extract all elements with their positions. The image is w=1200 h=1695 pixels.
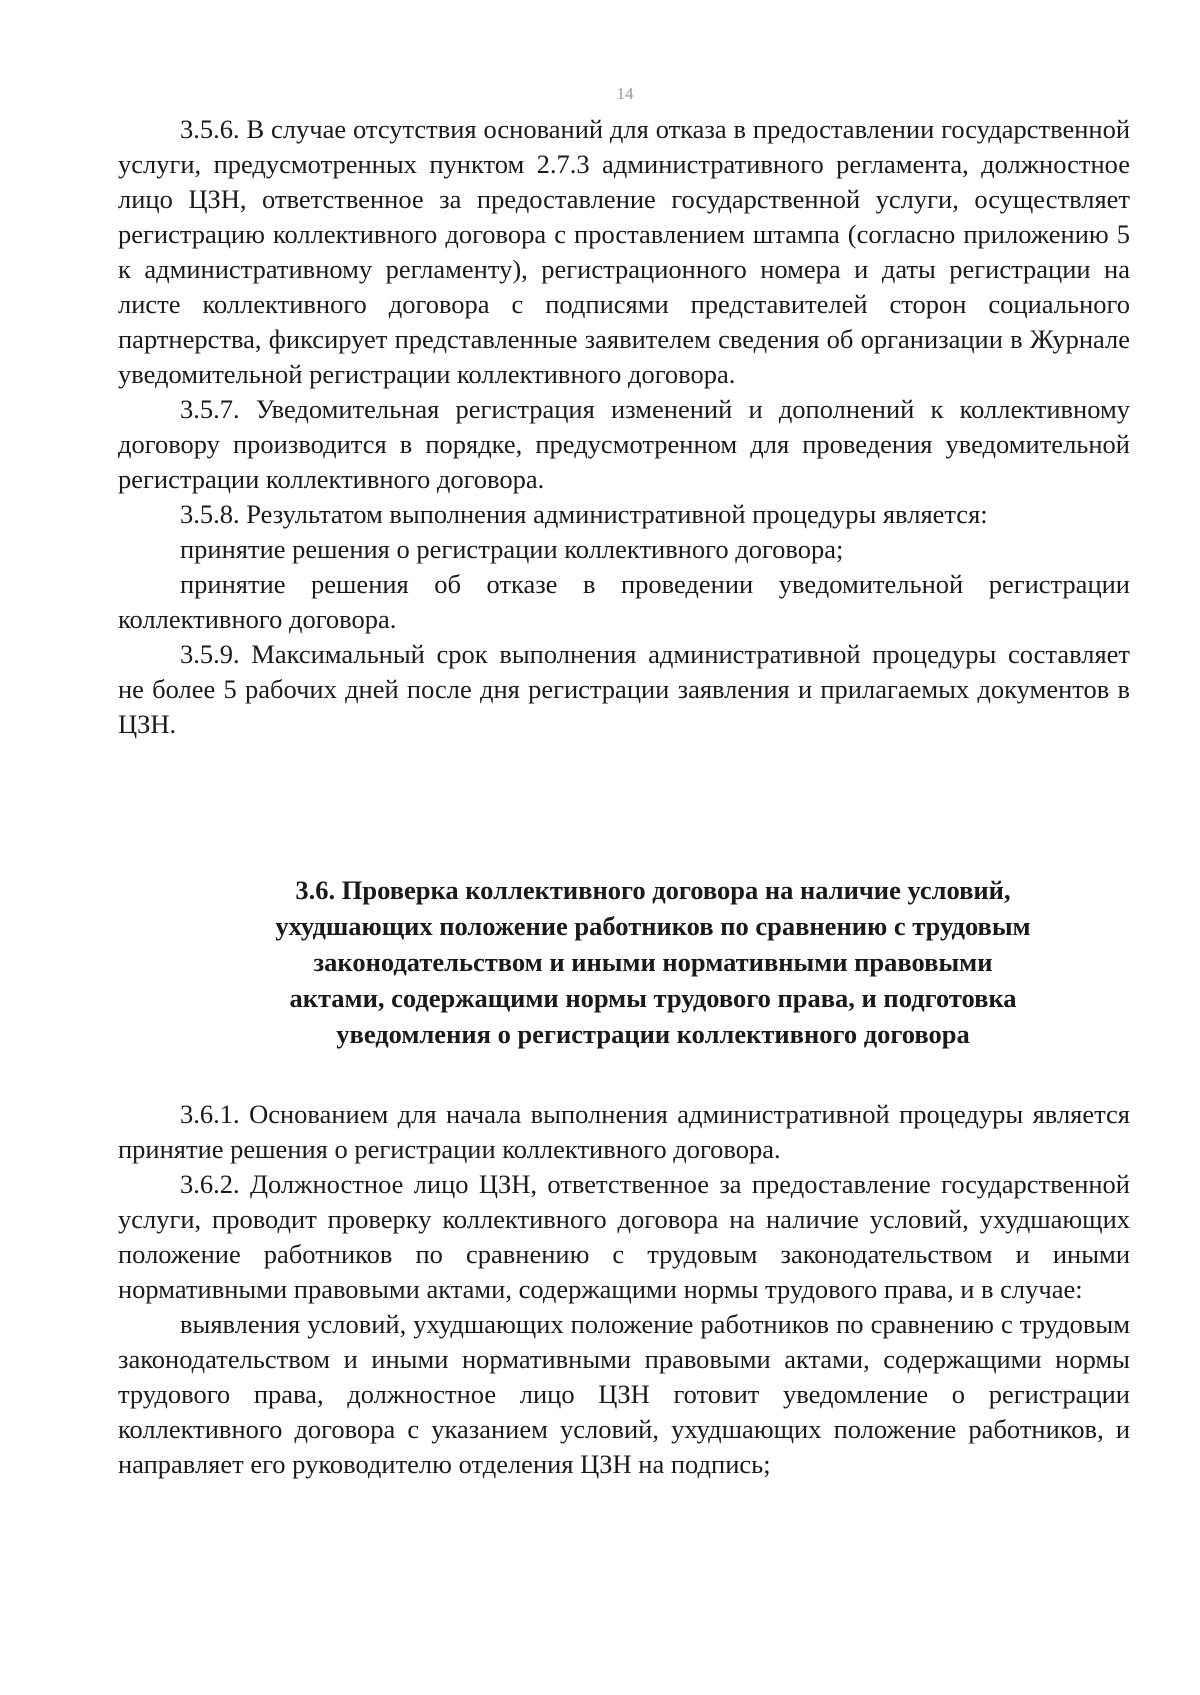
heading-line: актами, содержащими нормы трудового права, и подготовка [289, 983, 1017, 1013]
paragraph-3-5-8: 3.5.8. Результатом выполнения административной процедуры является: [180, 499, 988, 529]
paragraph-3-6-1: 3.6.1. Основанием для начала выполнения административной процедуры является принятие решения о регистрации коллективного договора. [118, 1099, 1130, 1164]
section-3-6-heading [118, 872, 1188, 1052]
paragraph-3-5-6: 3.5.6. В случае отсутствия оснований для отказа в предоставлении государственной услуги, предусмотренных пунктом 2.7.3 административного регламента, должностное лицо ЦЗН, ответственное за предоставление государственной услуги, осуществляет регистрацию коллективного договора с проставлением штампа (согласно приложению 5 к административному регламенту), регистрационного номера и даты регистрации на листе коллективного договора с подписями представителей сторон социального партнерства, фиксирует представленные заявителем сведения об организации в Журнале уведомительной регистрации коллективного договора. [118, 114, 1130, 389]
paragraph-result-item-1: принятие решения о регистрации коллективного договора; [180, 534, 844, 564]
heading-line: законодательством и иными нормативными правовыми [313, 947, 993, 977]
section-3-5-text [118, 112, 1130, 742]
heading-line: ухудшающих положение работников по сравнению с трудовым [275, 911, 1031, 941]
paragraph-result-item-2: принятие решения об отказе в проведении уведомительной регистрации коллективного договора. [118, 569, 1130, 634]
heading-line: 3.6. Проверка коллективного договора на наличие условий, [295, 875, 1011, 905]
paragraph-3-5-9: 3.5.9. Максимальный срок выполнения административной процедуры составляет не более 5 рабочих дней после дня регистрации заявления и прилагаемых документов в ЦЗН. [118, 639, 1130, 739]
paragraph-3-6-2: 3.6.2. Должностное лицо ЦЗН, ответственное за предоставление государственной услуги, проводит проверку коллективного договора на наличие условий, ухудшающих положение работников по сравнению с трудовым законодательством и иными нормативными правовыми актами, содержащими нормы трудового права, и в случае: [118, 1169, 1130, 1304]
heading-line: уведомления о регистрации коллективного договора [336, 1019, 970, 1049]
section-3-6-text [118, 1097, 1130, 1482]
page-number: 14 [616, 84, 634, 103]
paragraph-3-5-7: 3.5.7. Уведомительная регистрация изменений и дополнений к коллективному договору производится в порядке, предусмотренном для проведения уведомительной регистрации коллективного договора. [118, 394, 1130, 494]
paragraph-case-item: выявления условий, ухудшающих положение работников по сравнению с трудовым законодательством и иными нормативными правовыми актами, содержащими нормы трудового права, должностное лицо ЦЗН готовит уведомление о регистрации коллективного договора с указанием условий, ухудшающих положение работников, и направляет его руководителю отделения ЦЗН на подпись; [118, 1309, 1130, 1479]
